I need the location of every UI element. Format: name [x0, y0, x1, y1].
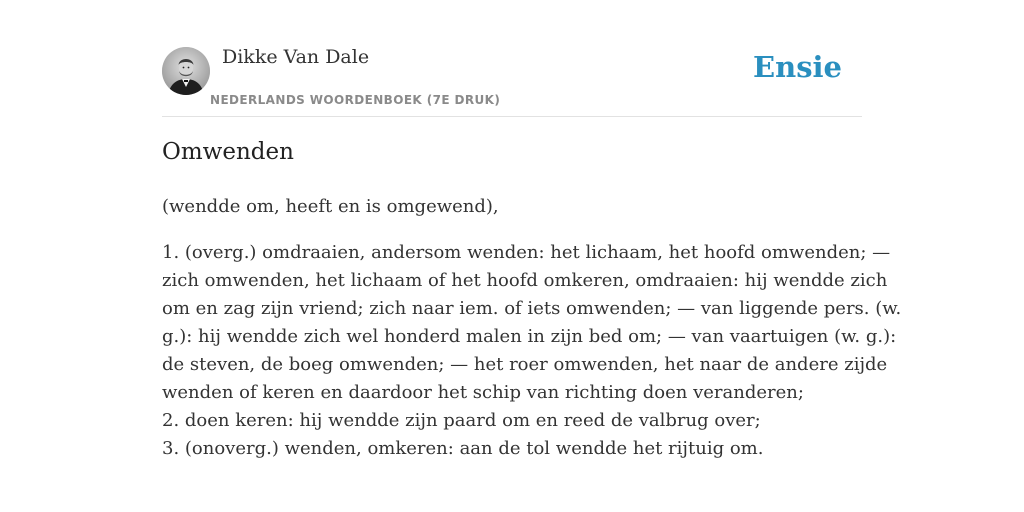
entry-definition [162, 239, 902, 463]
header [162, 44, 862, 117]
entry-conjugation: (wendde om, heeft en is omgewend), [162, 196, 499, 217]
definition-line: 3. (onoverg.) wenden, omkeren: aan de tol wendde het rijtuig om. [162, 438, 764, 459]
source-label: NEDERLANDS WOORDENBOEK (7E DRUK) [210, 93, 501, 107]
entry-title: Omwenden [162, 139, 294, 165]
brand-logo[interactable]: Ensie [753, 50, 842, 84]
definition-line: de steven, de boeg omwenden; — het roer omwenden, het naar de andere zijde [162, 354, 888, 375]
definition-line: zich omwenden, het lichaam of het hoofd omkeren, omdraaien: hij wendde zich [162, 270, 888, 291]
definition-line: wenden of keren en daardoor het schip van richting doen veranderen; [162, 382, 804, 403]
definition-line: g.): hij wendde zich wel honderd malen in zijn bed om; — van vaartuigen (w. g.): [162, 326, 897, 347]
author-name[interactable]: Dikke Van Dale [222, 46, 370, 68]
author-portrait-icon [162, 47, 210, 95]
definition-line: 1. (overg.) omdraaien, andersom wenden: het lichaam, het hoofd omwenden; — [162, 242, 891, 263]
definition-line: 2. doen keren: hij wendde zijn paard om en reed de valbrug over; [162, 410, 761, 431]
avatar [162, 47, 210, 95]
definition-line: om en zag zijn vriend; zich naar iem. of iets omwenden; — van liggende pers. (w. [162, 298, 902, 319]
